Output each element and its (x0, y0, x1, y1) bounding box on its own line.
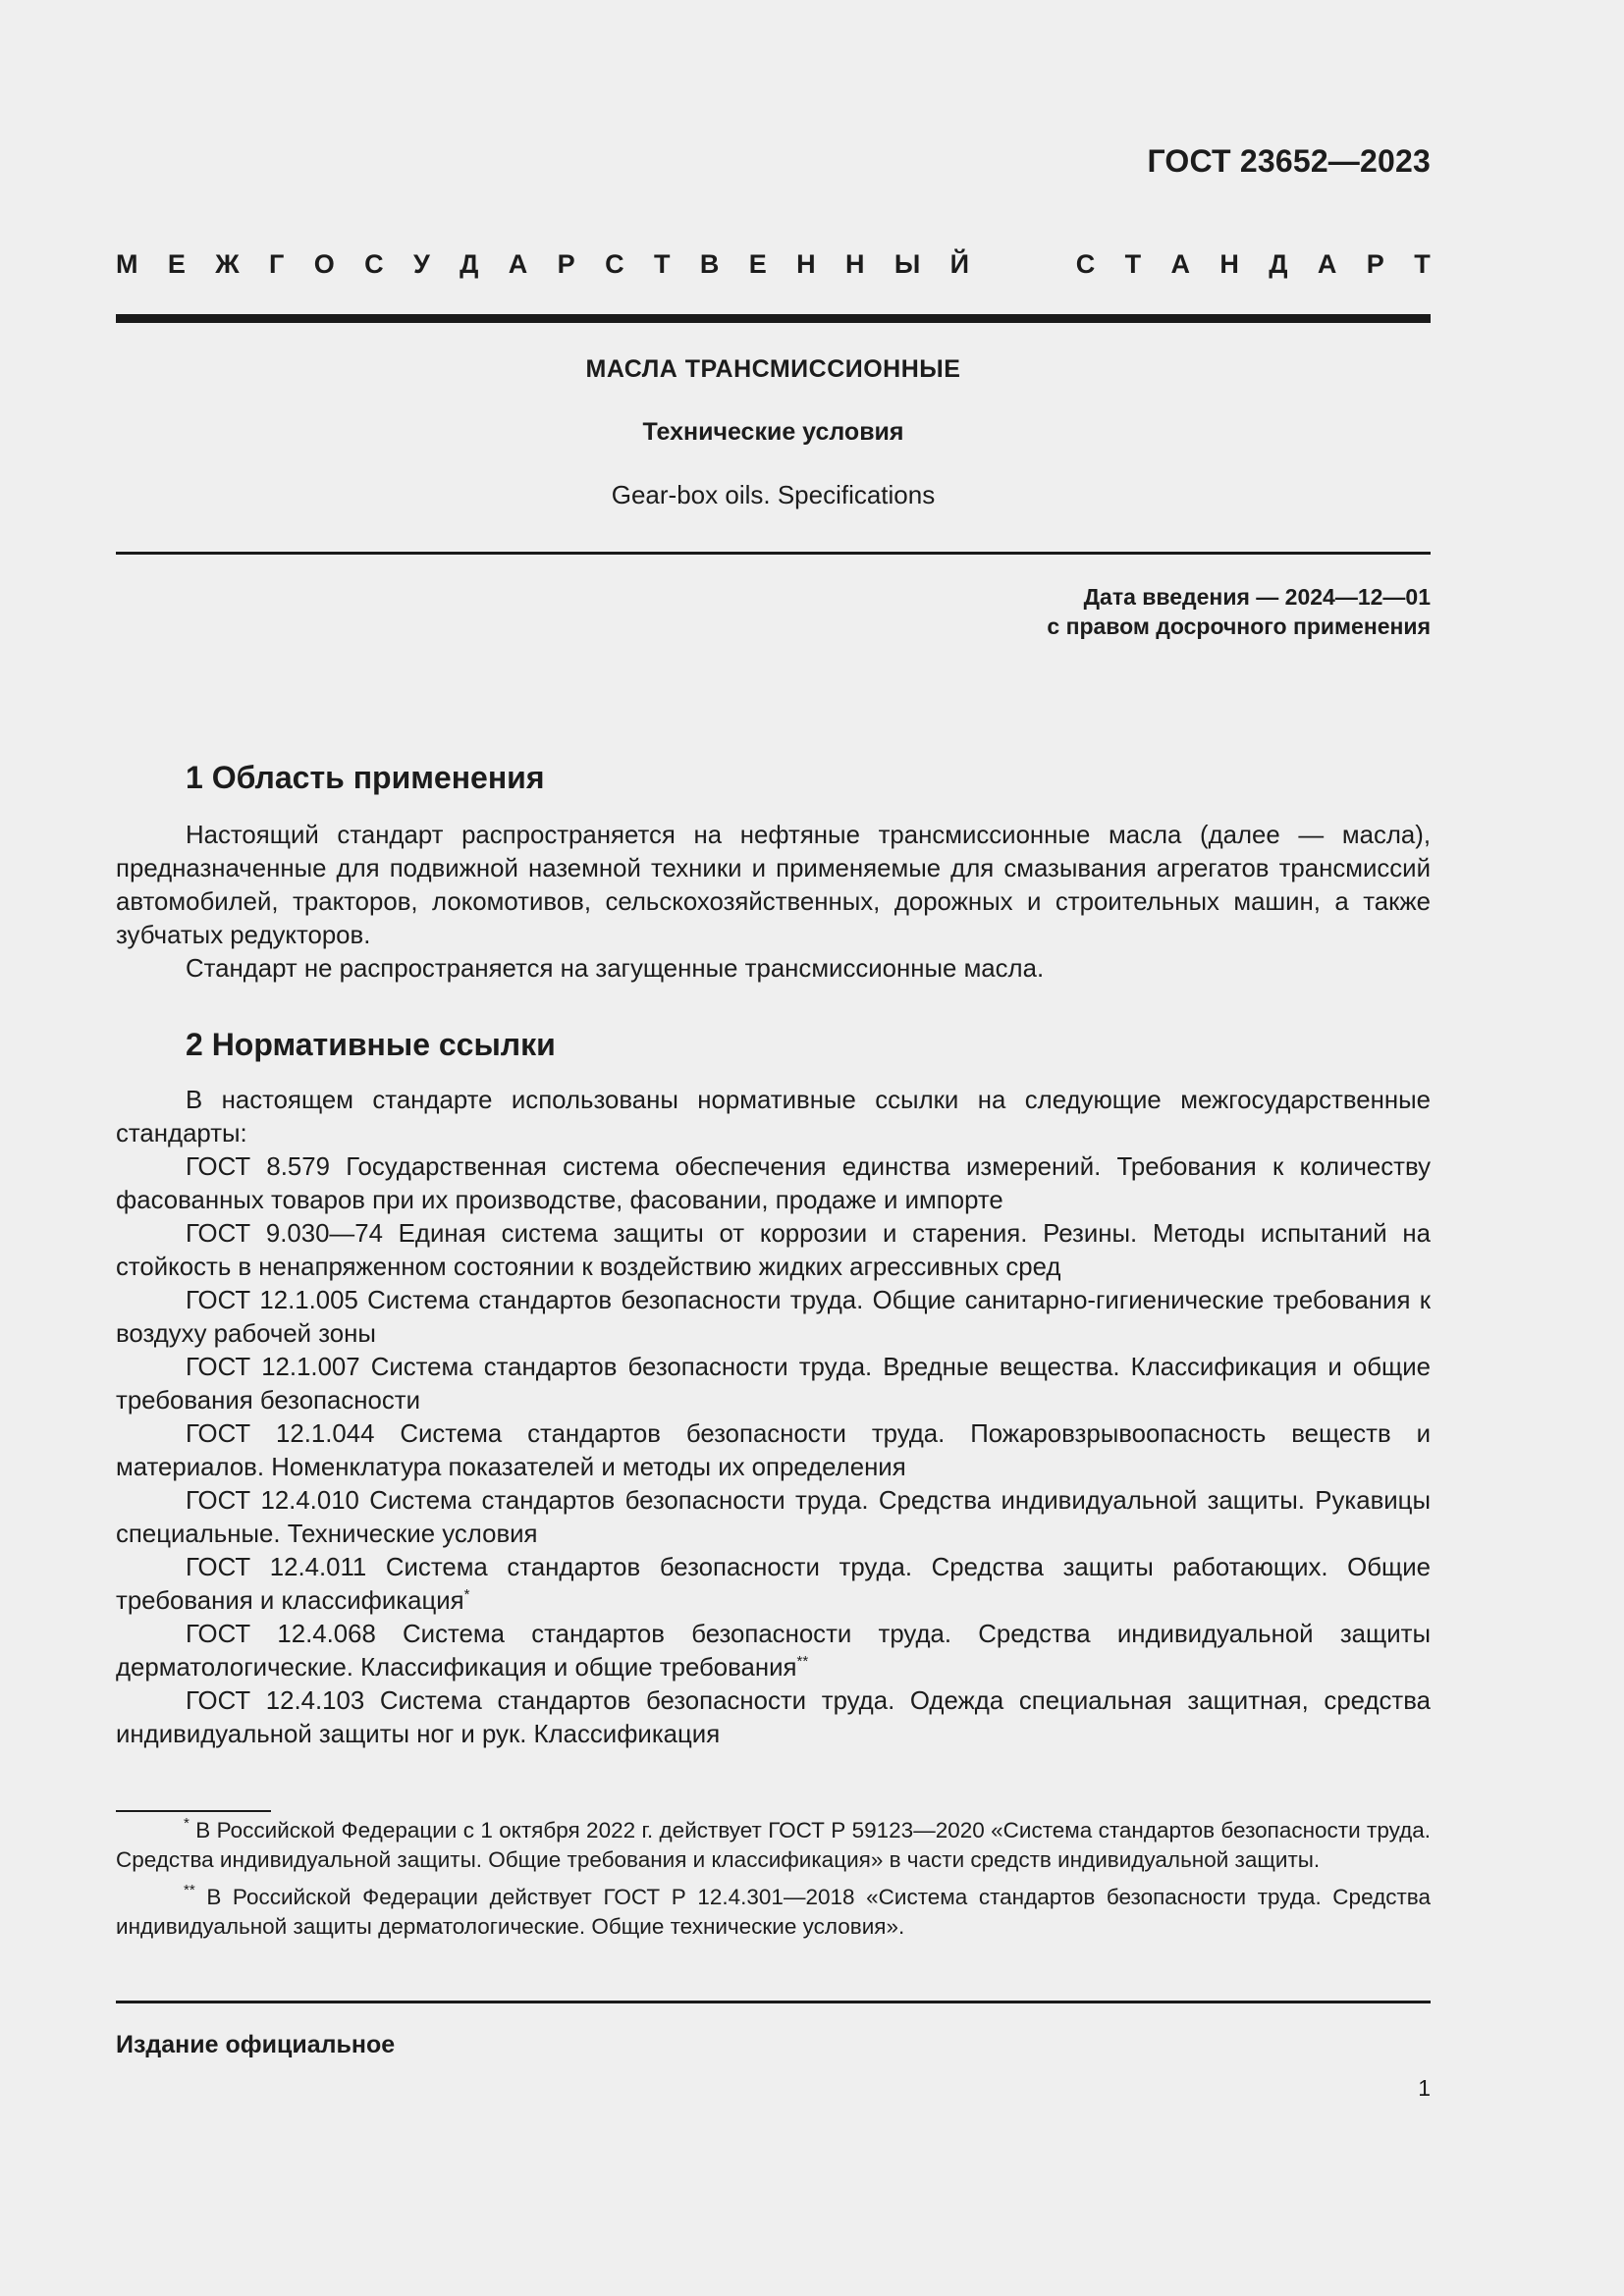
banner-letter: Г (269, 249, 285, 279)
reference-text: ГОСТ 12.1.007 Система стандартов безопасности труда. Вредные вещества. Классификация и общие требования безопасности (116, 1354, 1431, 1415)
reference-item (116, 1351, 1431, 1417)
banner-letter: Н (1219, 249, 1239, 279)
reference-item (116, 1618, 1431, 1684)
section-1-heading: 1 Область применения (186, 760, 545, 795)
banner-letter: Е (748, 249, 767, 279)
banner-letter: О (313, 249, 335, 279)
reference-text: ГОСТ 12.4.010 Система стандартов безопасности труда. Средства индивидуальной защиты. Рукавицы специальные. Технические условия (116, 1487, 1431, 1548)
footnote-text: В Российской Федерации с 1 октября 2022 г. действует ГОСТ Р 59123—2020 «Система стандартов безопасности труда. Средства индивидуальной защиты. Общие требования и классификация» в части средств индивидуальной защиты. (116, 1818, 1431, 1872)
banner-letter: Т (1414, 249, 1431, 279)
footnote-mark: ** (184, 1882, 195, 1898)
introduction-date (1047, 582, 1431, 641)
footnote-separator (116, 1810, 271, 1812)
reference-item (116, 1150, 1431, 1217)
banner-letter: С (605, 249, 624, 279)
reference-item (116, 1217, 1431, 1284)
document-page (116, 0, 1431, 2296)
reference-text: ГОСТ 12.4.068 Система стандартов безопасности труда. Средства индивидуальной защиты дерматологические. Классификация и общие требования (116, 1621, 1431, 1682)
title-rule (116, 552, 1431, 555)
banner-letter: Н (796, 249, 816, 279)
banner-letter: Ы (893, 249, 921, 279)
banner-letter: С (364, 249, 384, 279)
banner-letter: А (1170, 249, 1191, 279)
section-1-paragraph: Настоящий стандарт распространяется на нефтяные трансмиссионные масла (далее — масла), предназначенные для подвижной наземной техники и применяемые для смазывания агрегатов трансмиссий автомобилей, тракторов, локомотивов, сельскохозяйственных, дорожных и строительных машин, а также зубчатых редукторов. (116, 822, 1431, 949)
footnote-marker: ** (796, 1653, 809, 1670)
banner-letter: Р (557, 249, 575, 279)
footnote-text: В Российской Федерации действует ГОСТ Р 12.4.301—2018 «Система стандартов безопасности труда. Средства индивидуальной защиты дерматологические. Общие технические условия». (116, 1885, 1431, 1939)
footnote (116, 1883, 1431, 1942)
header-rule (116, 314, 1431, 323)
footnote (116, 1816, 1431, 1875)
section-1-body (116, 819, 1431, 986)
section-1-paragraph: Стандарт не распространяется на загущенные трансмиссионные масла. (186, 955, 1045, 983)
banner-letter: Н (844, 249, 865, 279)
footnote-marker: * (463, 1586, 470, 1603)
official-edition-label: Издание официальное (116, 2031, 396, 2058)
banner-letter: Т (653, 249, 671, 279)
footnotes (116, 1816, 1431, 1949)
standard-title: МАСЛА ТРАНСМИССИОННЫЕ (585, 355, 961, 383)
banner-letter: У (413, 249, 430, 279)
reference-text: ГОСТ 12.1.005 Система стандартов безопасности труда. Общие санитарно-гигиенические требования к воздуху рабочей зоны (116, 1287, 1431, 1348)
banner-letter: Е (167, 249, 186, 279)
banner-letter: С (1075, 249, 1096, 279)
reference-item (116, 1551, 1431, 1618)
interstate-standard-banner (116, 249, 1431, 280)
banner-letter: В (699, 249, 720, 279)
reference-item (116, 1284, 1431, 1351)
banner-word-gap (999, 249, 1046, 280)
reference-text: ГОСТ 8.579 Государственная система обеспечения единства измерений. Требования к количеству фасованных товаров при их производстве, фасовании, продаже и импорте (116, 1153, 1431, 1214)
banner-letter: Ж (215, 249, 240, 279)
banner-letter: Т (1124, 249, 1142, 279)
reference-item (116, 1484, 1431, 1551)
banner-letter: Д (1269, 249, 1288, 279)
reference-text: ГОСТ 12.1.044 Система стандартов безопасности труда. Пожаровзрывоопасность веществ и материалов. Номенклатура показателей и методы их определения (116, 1420, 1431, 1481)
page-number: 1 (1418, 2075, 1431, 2101)
section-2-body (116, 1084, 1431, 1751)
banner-letter: Д (460, 249, 479, 279)
banner-letter: А (1317, 249, 1337, 279)
banner-letter: М (116, 249, 138, 279)
footnote-mark: * (184, 1815, 189, 1832)
section-2-heading: 2 Нормативные ссылки (186, 1027, 556, 1062)
document-number: ГОСТ 23652—2023 (1147, 143, 1431, 179)
standard-title-english: Gear-box oils. Specifications (611, 480, 936, 509)
reference-text: ГОСТ 12.4.011 Система стандартов безопасности труда. Средства защиты работающих. Общие требования и классификация (116, 1554, 1431, 1615)
reference-item (116, 1417, 1431, 1484)
banner-letter: Й (949, 249, 970, 279)
footer-rule (116, 2001, 1431, 2003)
banner-letter: А (508, 249, 528, 279)
early-application-note: с правом досрочного применения (1047, 614, 1431, 639)
reference-list (116, 1150, 1431, 1751)
introduction-date-line: Дата введения — 2024—12—01 (1083, 584, 1431, 610)
banner-letter: Р (1366, 249, 1384, 279)
reference-text: ГОСТ 12.4.103 Система стандартов безопасности труда. Одежда специальная защитная, средства индивидуальной защиты ног и рук. Классификация (116, 1687, 1431, 1748)
section-2-intro: В настоящем стандарте использованы нормативные ссылки на следующие межгосударственные стандарты: (116, 1087, 1431, 1148)
standard-subtitle: Технические условия (642, 418, 904, 446)
reference-text: ГОСТ 9.030—74 Единая система защиты от коррозии и старения. Резины. Методы испытаний на стойкость в ненапряженном состоянии к воздействию жидких агрессивных сред (116, 1220, 1431, 1281)
reference-item (116, 1684, 1431, 1751)
